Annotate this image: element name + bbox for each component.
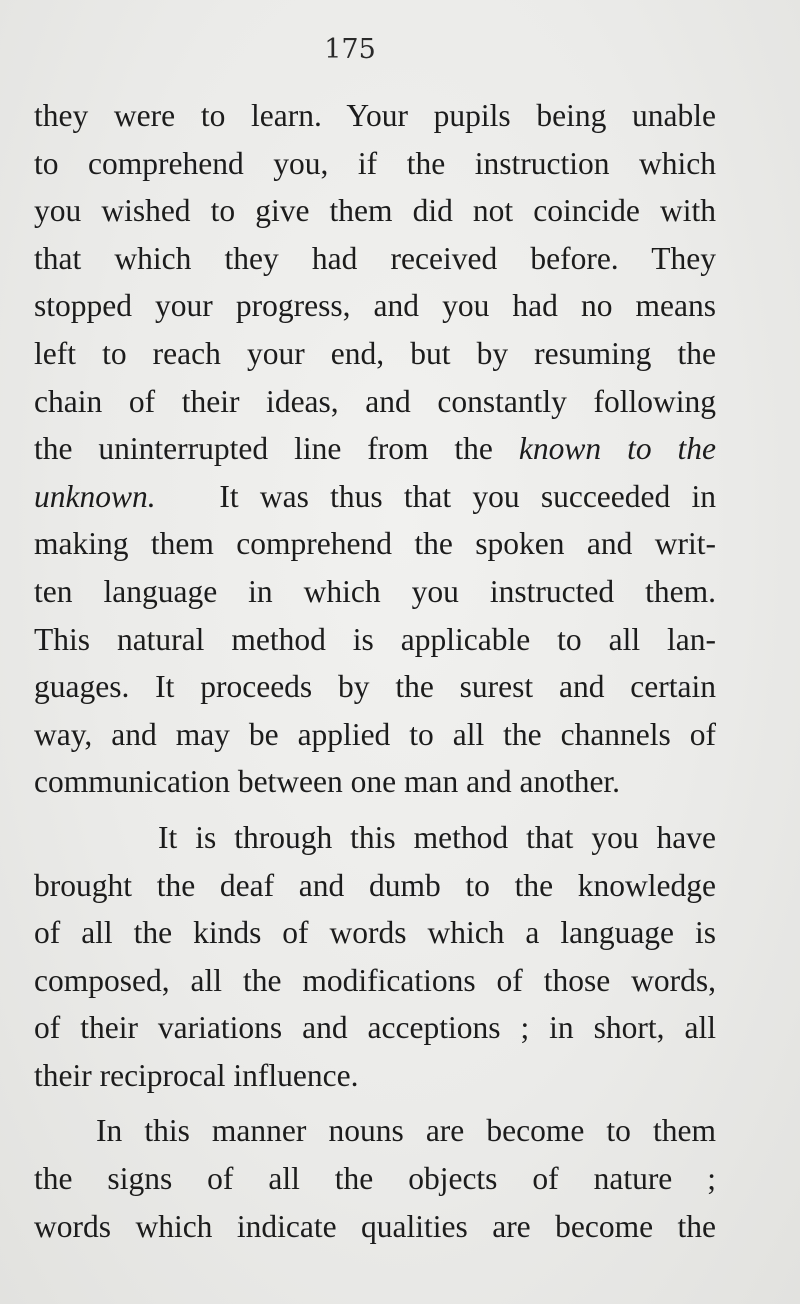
italic-phrase: unknown. [34, 478, 156, 514]
text-line: that which they had received before. They [34, 240, 716, 276]
text-line: left to reach your end, but by resuming the [34, 335, 716, 371]
text-line: composed, all the modifications of those words, [34, 962, 716, 998]
text-line: you wished to give them did not coincide with [34, 193, 716, 229]
italic-phrase: known to the [518, 431, 716, 467]
text-line: their reciprocal influence. [34, 1057, 359, 1093]
text-line: they were to learn. Your pupils being unable [34, 98, 716, 133]
text-line: brought the deaf and dumb to the knowledge [34, 867, 716, 903]
text-line: of all the kinds of words which a language is [34, 915, 716, 951]
paragraph-1 [34, 92, 716, 806]
text-line: ten language in which you instructed them. [34, 573, 716, 609]
text-line: making them comprehend the spoken and writ- [34, 526, 716, 562]
text-line: words which indicate qualities are become the [34, 1208, 716, 1244]
paragraph-3 [34, 1107, 716, 1250]
text-line: to comprehend you, if the instruction which [34, 145, 716, 181]
text-line: guages. It proceeds by the surest and certain [34, 669, 716, 705]
text-line: It is through this method that you have [158, 819, 716, 855]
text-line-with-italic [34, 473, 716, 521]
page-number: 175 [324, 34, 376, 65]
text-segment: It was thus that you succeeded in [219, 478, 717, 514]
paragraph-2 [34, 814, 716, 1100]
text-line: way, and may be applied to all the channels of [34, 716, 716, 752]
text-line: the signs of all the objects of nature ; [34, 1161, 716, 1197]
text-line: stopped your progress, and you had no means [34, 288, 716, 324]
text-line: communication between one man and another. [34, 764, 621, 800]
text-line-with-italic [34, 425, 716, 473]
text-segment: the uninterrupted line from the [34, 431, 493, 467]
body-text [34, 92, 716, 1250]
text-line: chain of their ideas, and constantly following [34, 383, 716, 419]
text-line: This natural method is applicable to all lan- [34, 621, 716, 657]
text-line: In this manner nouns are become to them [96, 1113, 716, 1149]
text-line: of their variations and acceptions ; in short, all [34, 1010, 716, 1046]
